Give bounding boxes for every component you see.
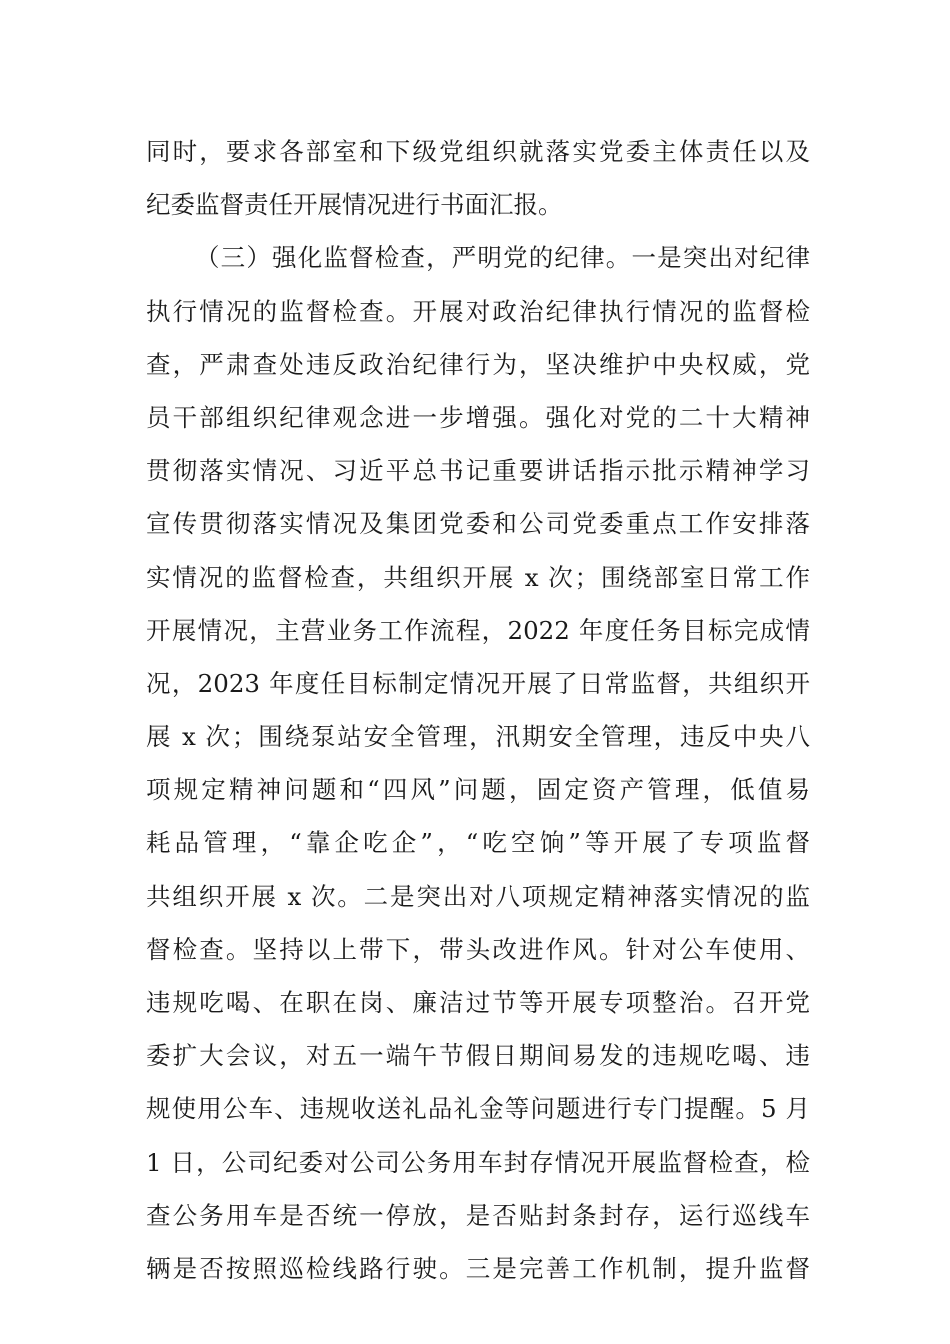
text-line-5: 查，严肃查处违反政治纪律行为，坚决维护中央权威，党	[146, 349, 810, 379]
text-line-4: 执行情况的监督检查。开展对政治纪律执行情况的监督检	[146, 296, 810, 326]
text-line-7: 贯彻落实情况、习近平总书记重要讲话指示批示精神学习	[146, 456, 810, 486]
text-line-10: 开展情况，主营业务工作流程，2022 年度任务目标完成情	[146, 615, 810, 645]
text-line-14: 耗品管理，“靠企吃企”，“吃空饷”等开展了专项监督	[146, 828, 810, 858]
text-line-22: 辆是否按照巡检线路行驶。三是完善工作机制，提升监督	[146, 1253, 810, 1283]
text-line-8: 宣传贯彻落实情况及集团党委和公司党委重点工作安排落	[146, 509, 810, 539]
text-line-3: （三）强化监督检查，严明党的纪律。一是突出对纪律	[195, 243, 810, 273]
text-line-6: 员干部组织纪律观念进一步增强。强化对党的二十大精神	[146, 402, 810, 432]
text-line-12: 展 x 次；围绕泵站安全管理，汛期安全管理，违反中央八	[146, 722, 810, 752]
text-line-19: 规使用公车、违规收送礼品礼金等问题进行专门提醒。5 月	[146, 1094, 810, 1124]
text-line-2: 纪委监督责任开展情况进行书面汇报。	[146, 190, 563, 220]
text-line-15: 共组织开展 x 次。二是突出对八项规定精神落实情况的监	[146, 881, 810, 911]
text-line-13: 项规定精神问题和“四风”问题，固定资产管理，低值易	[146, 775, 810, 805]
text-line-11: 况，2023 年度任目标制定情况开展了日常监督，共组织开	[146, 668, 810, 698]
text-line-9: 实情况的监督检查，共组织开展 x 次；围绕部室日常工作	[146, 562, 810, 592]
text-line-17: 违规吃喝、在职在岗、廉洁过节等开展专项整治。召开党	[146, 988, 810, 1017]
text-line-18: 委扩大会议，对五一端午节假日期间易发的违规吃喝、违	[146, 1041, 810, 1071]
text-line-20: 1 日，公司纪委对公司公务用车封存情况开展监督检查，检	[146, 1147, 810, 1177]
body-text	[146, 125, 810, 1295]
text-line-16: 督检查。坚持以上带下，带头改进作风。针对公车使用、	[146, 934, 810, 964]
text-line-1: 同时，要求各部室和下级党组织就落实党委主体责任以及	[146, 137, 810, 166]
text-line-21: 查公务用车是否统一停放，是否贴封条封存，运行巡线车	[146, 1200, 810, 1230]
